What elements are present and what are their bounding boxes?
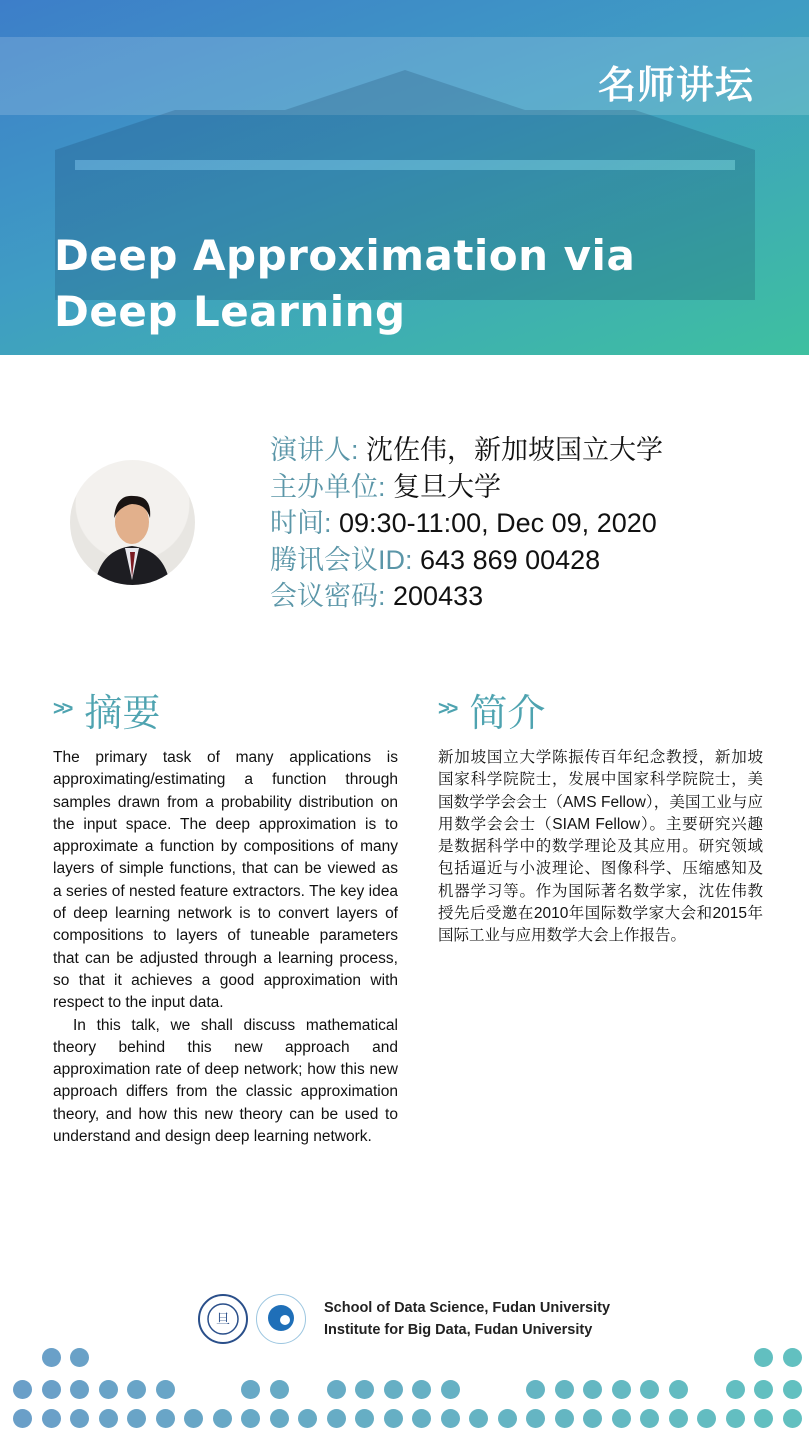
event-info [270,432,663,615]
decorative-dot [156,1409,175,1428]
decorative-dot [412,1409,431,1428]
info-password: 会议密码: 200433 [270,581,484,611]
info-meeting-id: 腾讯会议ID: 643 869 00428 [270,544,601,575]
speaker-avatar [70,460,195,585]
decorative-dot [498,1409,517,1428]
decorative-dot [42,1348,61,1367]
decorative-dot [70,1409,89,1428]
decorative-dot [669,1409,688,1428]
decorative-dot [583,1409,602,1428]
decorative-dot [241,1409,260,1428]
fudan-university-logo [198,1294,248,1344]
decorative-dot [13,1380,32,1399]
decorative-dot [783,1409,802,1428]
info-speaker: 演讲人: 沈佐伟，新加坡国立大学 [270,435,664,465]
decorative-dot [783,1380,802,1399]
decorative-dot [184,1409,203,1428]
footer-organizations: School of Data Science, Fudan University Institute for Big Data, Fudan University [324,1300,611,1338]
decorative-dot [70,1380,89,1399]
decorative-dot [99,1409,118,1428]
decorative-dot [270,1409,289,1428]
decorative-dot [412,1380,431,1399]
decorative-dot [754,1348,773,1367]
double-chevron-icon: >> [438,698,456,720]
decorative-dot [441,1380,460,1399]
decorative-dot [241,1380,260,1399]
decorative-dot [697,1409,716,1428]
decorative-dot [355,1380,374,1399]
decorative-dot [583,1380,602,1399]
decorative-dot [99,1380,118,1399]
decorative-dot [327,1380,346,1399]
decorative-dot [355,1409,374,1428]
decorative-dot [612,1409,631,1428]
decorative-dot [42,1380,61,1399]
decorative-dot [298,1409,317,1428]
bio-heading: >> 简介 [438,693,546,735]
decorative-dot [640,1409,659,1428]
hero-banner [0,0,809,355]
decorative-dot [156,1380,175,1399]
svg-text:旦: 旦 [216,1312,230,1328]
decorative-dot [669,1380,688,1399]
abstract-text: The primary task of many applications is approximating/estimating a function through samples drawn from a probability distribution on the input space. The deep approximation is to approximate a function by compositions of many layers of simple functions, that can be viewed as a series of nested feature extractors. The key idea of deep learning network is to convert layers of compositions to layers of tuneable parameters that can be adjusted through a learning process, so that it achieves a good approximation with respect to the input data. In this talk, we shall discuss mathematical theory behind this new approach and approximation rate of deep network; how this new approach differs from the classic approximation theory, and how this new theory can be used to understand and design deep learning network. [53,749,398,1146]
double-chevron-icon: >> [53,698,71,720]
decorative-dot [213,1409,232,1428]
decorative-dot [270,1380,289,1399]
decorative-dot [526,1380,545,1399]
big-data-institute-logo [256,1294,306,1344]
bio-text: 新加坡国立大学陈振传百年纪念教授，新加坡国家科学院院士，发展中国家科学院院士，美国数学学会会士（AMS Fellow），美国工业与应用数学会会士（SIAM Fellow）。主要研究兴趣是数据科学中的数学理论及其应用。研究领域包括逼近与小波理论、图像科学、压缩感知及机器学习等。作为国际著名数学家，沈佐伟教授先后受邀在2010年国际数学家大会和2015年国际工业与应用数学大会上作报告。 [438,749,763,945]
talk-title: Deep Approximation via Deep Learning [54,231,636,336]
decorative-dot [384,1409,403,1428]
decorative-dot [783,1348,802,1367]
decorative-dot [127,1409,146,1428]
decorative-dot [726,1380,745,1399]
info-organizer: 主办单位: 复旦大学 [270,471,502,502]
decorative-dot [441,1409,460,1428]
decorative-dot [555,1409,574,1428]
series-title: 名师讲坛 [597,65,754,107]
decorative-dot [526,1409,545,1428]
decorative-dot [555,1380,574,1399]
decorative-dot [754,1409,773,1428]
info-time: 时间: 09:30-11:00, Dec 09, 2020 [270,508,657,538]
decorative-dot [726,1409,745,1428]
decorative-dot [327,1409,346,1428]
decorative-dot [384,1380,403,1399]
abstract-heading: >> 摘要 [53,693,161,735]
decorative-dot [612,1380,631,1399]
decorative-dot [42,1409,61,1428]
decorative-dot [13,1409,32,1428]
decorative-dot [754,1380,773,1399]
decorative-dot [127,1380,146,1399]
decorative-dot [70,1348,89,1367]
decorative-dot [469,1409,488,1428]
decorative-dot [640,1380,659,1399]
